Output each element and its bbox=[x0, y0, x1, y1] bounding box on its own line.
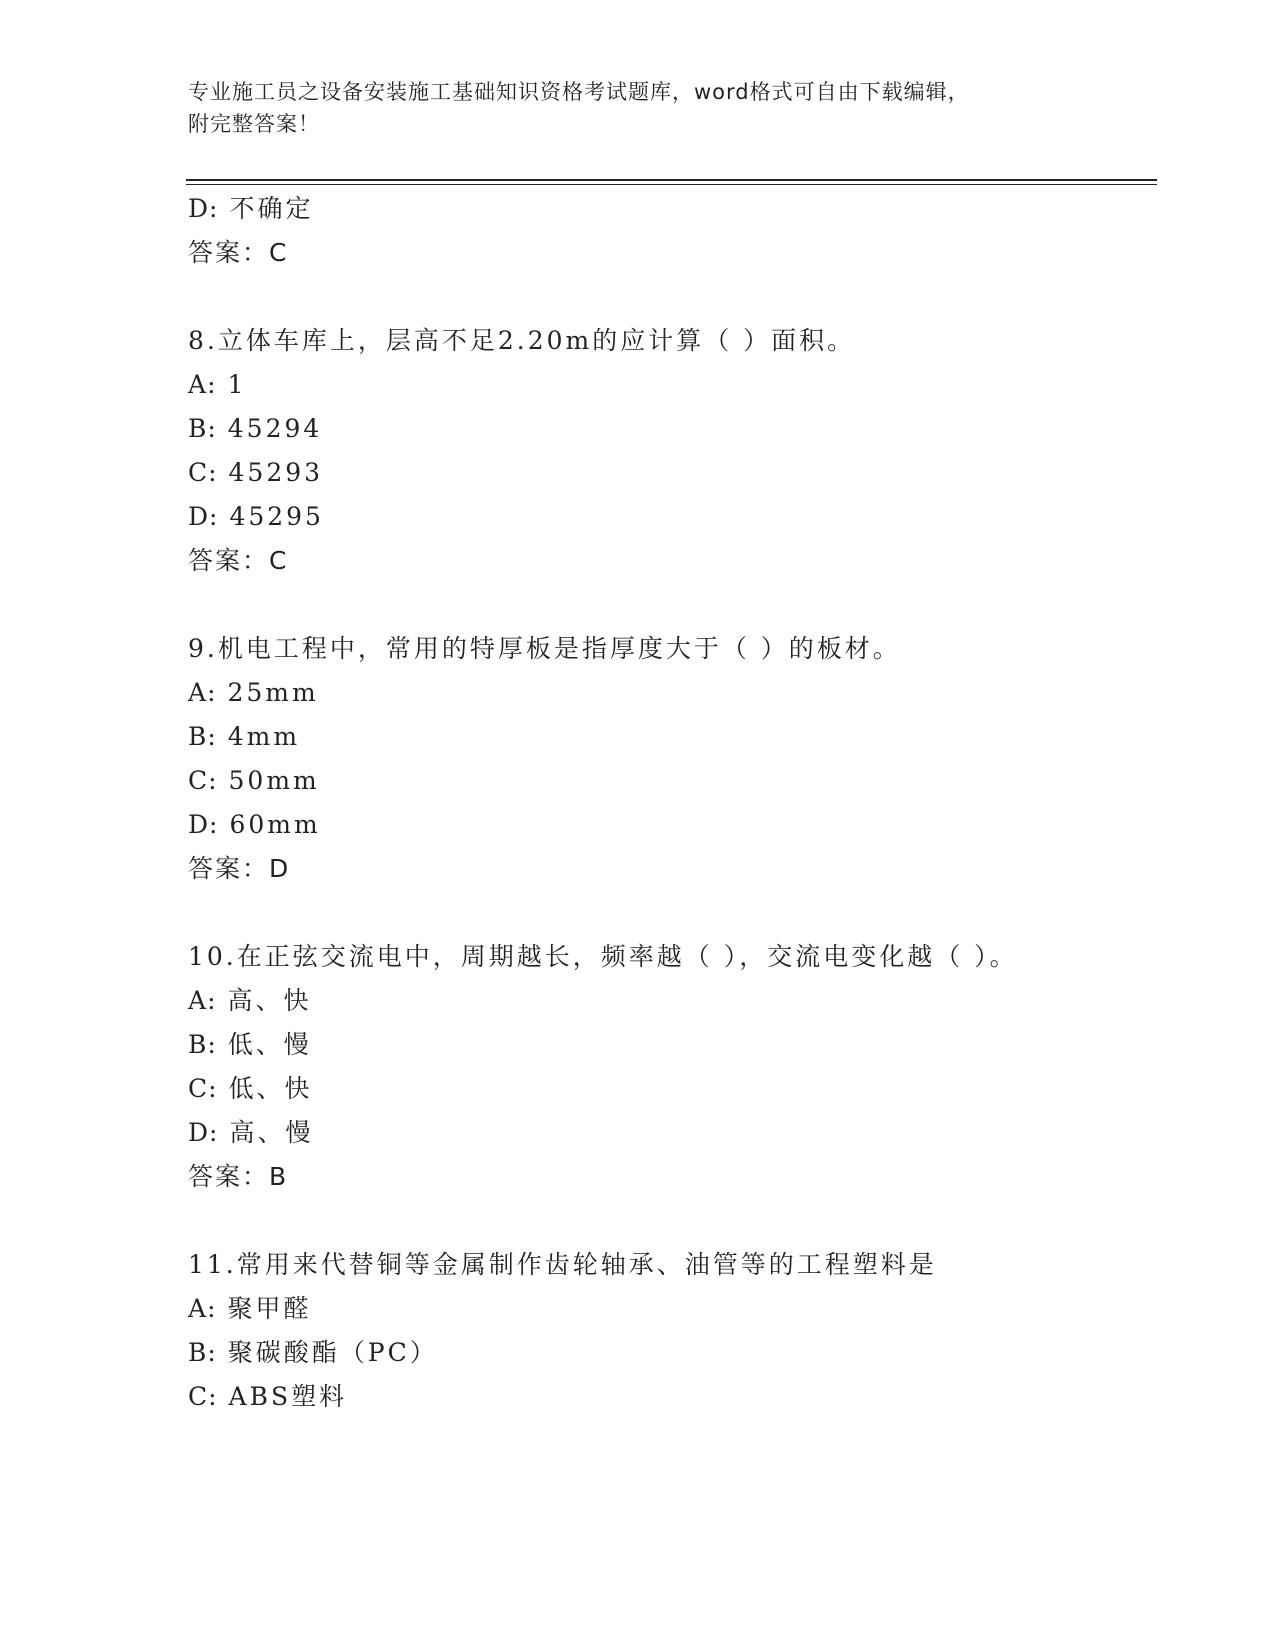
option-text: 低、快 bbox=[228, 1074, 313, 1103]
option-label: B bbox=[188, 1338, 208, 1367]
option-c bbox=[188, 764, 320, 798]
option-separator: : bbox=[207, 414, 217, 443]
option-separator: : bbox=[208, 1382, 218, 1411]
option-c bbox=[188, 1072, 313, 1106]
option-label: D bbox=[188, 1118, 210, 1147]
option-label: C bbox=[188, 458, 209, 487]
option-b bbox=[188, 1336, 438, 1370]
option-separator: : bbox=[207, 370, 217, 399]
option-d bbox=[188, 500, 324, 534]
option-separator: : bbox=[207, 1294, 217, 1323]
option-label: A bbox=[188, 986, 208, 1015]
header-line-1: 专业施工员之设备安装施工基础知识资格考试题库，word格式可自由下载编辑， bbox=[188, 80, 970, 104]
option-separator: : bbox=[208, 458, 218, 487]
option-label: C bbox=[188, 1382, 209, 1411]
option-separator: : bbox=[207, 722, 217, 751]
option-text: 聚甲醛 bbox=[227, 1294, 312, 1323]
option-d bbox=[188, 192, 313, 226]
header-rule-thick bbox=[186, 179, 1157, 181]
answer-line: 答案：B bbox=[188, 1162, 289, 1191]
option-label: A bbox=[188, 370, 208, 399]
option-text: ABS塑料 bbox=[228, 1382, 348, 1411]
option-text: 50mm bbox=[228, 766, 320, 795]
option-a bbox=[188, 1292, 311, 1326]
option-text: 25mm bbox=[227, 678, 319, 707]
option-separator: : bbox=[207, 986, 217, 1015]
option-b bbox=[188, 1028, 312, 1062]
option-a bbox=[188, 984, 311, 1018]
option-label: A bbox=[188, 1294, 208, 1323]
question-stem: 11.常用来代替铜等金属制作齿轮轴承、油管等的工程塑料是 bbox=[188, 1250, 937, 1279]
option-d bbox=[188, 1116, 313, 1150]
option-text: 4mm bbox=[227, 722, 301, 751]
option-label: B bbox=[188, 722, 208, 751]
option-separator: : bbox=[209, 810, 219, 839]
option-label: D bbox=[188, 502, 210, 531]
option-d bbox=[188, 808, 321, 842]
option-b bbox=[188, 720, 300, 754]
option-separator: : bbox=[208, 1074, 218, 1103]
option-label: D bbox=[188, 194, 210, 223]
option-text: 1 bbox=[227, 370, 247, 399]
option-a bbox=[188, 368, 246, 402]
option-c bbox=[188, 1380, 347, 1414]
option-text: 45294 bbox=[227, 414, 323, 443]
option-text: 不确定 bbox=[229, 194, 314, 223]
option-separator: : bbox=[209, 194, 219, 223]
option-separator: : bbox=[208, 766, 218, 795]
answer-line: 答案：C bbox=[188, 238, 289, 267]
option-text: 45293 bbox=[228, 458, 324, 487]
header-rule-thin bbox=[186, 184, 1157, 185]
option-text: 低、慢 bbox=[227, 1030, 312, 1059]
option-label: D bbox=[188, 810, 210, 839]
question-stem: 9.机电工程中，常用的特厚板是指厚度大于（ ）的板材。 bbox=[188, 634, 901, 663]
answer-line: 答案：C bbox=[188, 546, 289, 575]
document-header bbox=[188, 76, 1068, 140]
option-separator: : bbox=[207, 1030, 217, 1059]
header-line-2: 附完整答案！ bbox=[188, 112, 320, 136]
question-stem: 8.立体车库上，层高不足2.20m的应计算（ ）面积。 bbox=[188, 326, 856, 355]
option-text: 高、慢 bbox=[229, 1118, 314, 1147]
option-label: C bbox=[188, 1074, 209, 1103]
option-a bbox=[188, 676, 319, 710]
option-label: B bbox=[188, 1030, 208, 1059]
option-separator: : bbox=[209, 1118, 219, 1147]
option-separator: : bbox=[207, 1338, 217, 1367]
answer-line: 答案：D bbox=[188, 854, 291, 883]
option-label: C bbox=[188, 766, 209, 795]
question-stem: 10.在正弦交流电中，周期越长，频率越（ ），交流电变化越（ ）。 bbox=[188, 942, 1018, 971]
option-separator: : bbox=[207, 678, 217, 707]
option-separator: : bbox=[209, 502, 219, 531]
option-label: B bbox=[188, 414, 208, 443]
option-text: 60mm bbox=[229, 810, 321, 839]
option-label: A bbox=[188, 678, 208, 707]
option-text: 高、快 bbox=[227, 986, 312, 1015]
option-text: 45295 bbox=[229, 502, 324, 531]
option-text: 聚碳酸酯（PC） bbox=[227, 1338, 438, 1367]
option-b bbox=[188, 412, 322, 446]
option-c bbox=[188, 456, 323, 490]
